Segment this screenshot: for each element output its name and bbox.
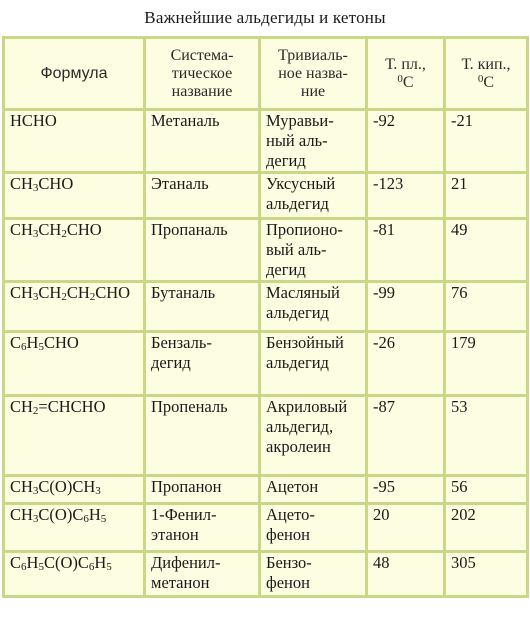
formula-text: $CH_3C(O)CH_3$	[10, 477, 101, 497]
trivial-name-line: ный аль-	[266, 131, 328, 150]
trivial-name-line: фенон	[266, 573, 310, 592]
header-systematic-name: Система- тическое название	[145, 38, 260, 110]
table-row	[4, 219, 528, 282]
cell-formula	[4, 110, 145, 173]
cell-systematic-name	[145, 219, 260, 282]
trivial-name-line: альдегид,	[266, 417, 334, 436]
formula-text: $CH_2=CHCHO$	[10, 397, 106, 417]
header-boiling-point: Т. кип., $^0$C	[445, 38, 528, 110]
cell-melting-point: 20	[367, 504, 445, 552]
table-row	[4, 476, 528, 504]
trivial-name-line: Уксусный	[266, 174, 336, 193]
cell-boiling-point: 305	[445, 552, 528, 597]
cell-boiling-point: 76	[445, 282, 528, 332]
systematic-name-line: 1-Фенил-	[151, 505, 217, 524]
cell-formula	[4, 396, 145, 476]
header-formula: Формула	[4, 38, 145, 110]
cell-boiling-point: -21	[445, 110, 528, 173]
cell-melting-point: -99	[367, 282, 445, 332]
cell-boiling-point: 56	[445, 476, 528, 504]
table-row	[4, 332, 528, 396]
trivial-name-line: Ацето-	[266, 505, 315, 524]
cell-trivial-name	[260, 476, 367, 504]
table-row	[4, 282, 528, 332]
trivial-name-line: альдегид	[266, 194, 329, 213]
trivial-name-line: Ацетон	[266, 477, 319, 496]
formula-text: $C_6H_5C(O)C_6H_5$	[10, 553, 112, 573]
cell-melting-point: 48	[367, 552, 445, 597]
systematic-name-line: Дифенил-	[151, 553, 221, 572]
formula-text: HCHO	[10, 111, 57, 130]
trivial-name-line: фенон	[266, 525, 310, 544]
systematic-name-line: Пропеналь	[151, 397, 228, 416]
systematic-name-line: Метаналь	[151, 111, 220, 130]
cell-trivial-name	[260, 396, 367, 476]
formula-text: $C_6H_5CHO$	[10, 333, 79, 353]
formula-text: $CH_3CHO$	[10, 174, 74, 194]
formula-text: $CH_3CH_2CH_2CHO$	[10, 283, 131, 303]
trivial-name-line: альдегид	[266, 353, 329, 372]
cell-systematic-name	[145, 332, 260, 396]
cell-trivial-name	[260, 552, 367, 597]
table-row	[4, 110, 528, 173]
cell-trivial-name	[260, 110, 367, 173]
cell-systematic-name	[145, 396, 260, 476]
cell-boiling-point: 179	[445, 332, 528, 396]
formula-text: $CH_3CH_2CHO$	[10, 220, 102, 240]
trivial-name-line: Бензо-	[266, 553, 312, 572]
cell-systematic-name	[145, 173, 260, 219]
cell-melting-point: -92	[367, 110, 445, 173]
cell-formula	[4, 332, 145, 396]
cell-systematic-name	[145, 504, 260, 552]
table-caption: Важнейшие альдегиды и кетоны	[144, 8, 386, 27]
systematic-name-line: Бензаль-	[151, 333, 212, 352]
systematic-name-line: Бутаналь	[151, 283, 216, 302]
table-body	[4, 110, 528, 597]
cell-boiling-point: 49	[445, 219, 528, 282]
cell-trivial-name	[260, 173, 367, 219]
trivial-name-line: Бензойный	[266, 333, 344, 352]
cell-systematic-name	[145, 282, 260, 332]
cell-trivial-name	[260, 504, 367, 552]
cell-formula	[4, 219, 145, 282]
cell-systematic-name	[145, 552, 260, 597]
cell-trivial-name	[260, 332, 367, 396]
cell-trivial-name	[260, 219, 367, 282]
trivial-name-line: Пропионо-	[266, 220, 343, 239]
header-trivial-name: Тривиаль- ное назва- ние	[260, 38, 367, 110]
trivial-name-line: Акриловый	[266, 397, 348, 416]
systematic-name-line: Пропанон	[151, 477, 222, 496]
cell-formula	[4, 476, 145, 504]
cell-formula	[4, 282, 145, 332]
table-row	[4, 173, 528, 219]
systematic-name-line: дегид	[151, 353, 191, 372]
systematic-name-line: этанон	[151, 525, 199, 544]
table-row	[4, 504, 528, 552]
header-row	[4, 38, 528, 110]
trivial-name-line: Муравьи-	[266, 111, 334, 130]
cell-systematic-name	[145, 110, 260, 173]
cell-systematic-name	[145, 476, 260, 504]
trivial-name-line: дегид	[266, 260, 306, 279]
trivial-name-line: альдегид	[266, 303, 329, 322]
cell-boiling-point: 53	[445, 396, 528, 476]
systematic-name-line: метанон	[151, 573, 210, 592]
aldehydes-ketones-table	[2, 36, 529, 598]
cell-melting-point: -87	[367, 396, 445, 476]
trivial-name-line: акролеин	[266, 437, 331, 456]
trivial-name-line: вый аль-	[266, 240, 327, 259]
table-row	[4, 396, 528, 476]
systematic-name-line: Пропаналь	[151, 220, 228, 239]
cell-formula	[4, 552, 145, 597]
cell-formula	[4, 504, 145, 552]
cell-formula	[4, 173, 145, 219]
trivial-name-line: Масляный	[266, 283, 340, 302]
formula-text: $CH_3C(O)C_6H_5$	[10, 505, 107, 525]
trivial-name-line: дегид	[266, 151, 306, 170]
cell-melting-point: -95	[367, 476, 445, 504]
cell-boiling-point: 21	[445, 173, 528, 219]
table-row	[4, 552, 528, 597]
cell-melting-point: -81	[367, 219, 445, 282]
systematic-name-line: Этаналь	[151, 174, 209, 193]
header-melting-point: Т. пл., $^0$C	[367, 38, 445, 110]
cell-melting-point: -26	[367, 332, 445, 396]
cell-trivial-name	[260, 282, 367, 332]
cell-boiling-point: 202	[445, 504, 528, 552]
cell-melting-point: -123	[367, 173, 445, 219]
